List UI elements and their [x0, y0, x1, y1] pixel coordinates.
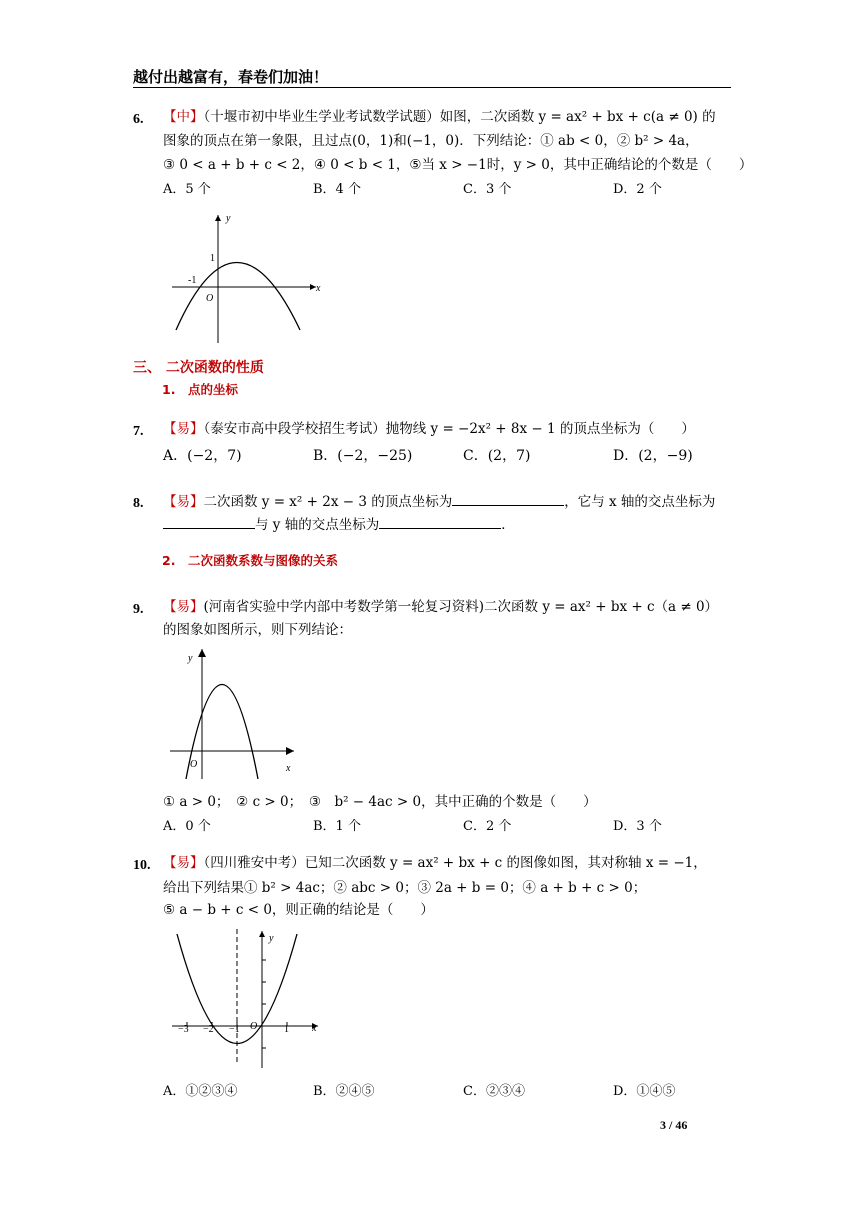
q9-line1: [163, 597, 718, 617]
q6-text-line2: 图象的顶点在第一象限，且过点(0，1)和(−1，0)．下列结论：① ab < 0，② b² > 4a，: [163, 133, 699, 149]
q6-option-a: A．5 个: [163, 182, 211, 197]
q8-difficulty-tag: 【易】: [163, 494, 204, 510]
q10-option-d: D．①④⑤: [613, 1084, 676, 1099]
q8-line2: [163, 514, 515, 535]
q7-difficulty-tag: 【易】: [163, 421, 204, 437]
q10-option-a: A．①②③④: [163, 1084, 238, 1099]
q9-option-a: A．0 个: [163, 819, 211, 834]
q10-tick-neg2: −2: [203, 1024, 214, 1035]
q10-option-c: C．②③④: [463, 1084, 525, 1099]
q6-option-d: D．2 个: [613, 182, 662, 197]
q7-option-a: A．(−2，7): [163, 448, 242, 464]
subsection-2-title: 2. 二次函数系数与图像的关系: [162, 553, 338, 568]
q10-line1: [163, 853, 707, 873]
q7-option-c: C．(2，7): [463, 448, 531, 464]
q9-x-label: x: [286, 763, 291, 774]
header-divider: [133, 87, 731, 88]
q6-line1: [163, 107, 716, 127]
q6-y-axis-arrow: [215, 215, 221, 221]
q8-blank-x-intercepts[interactable]: [163, 514, 255, 529]
q10-parabola-graph: [168, 925, 328, 1070]
q8-text-part3: 与 y 轴的交点坐标为: [255, 517, 380, 533]
q8-blank-y-intercept[interactable]: [379, 514, 501, 529]
q6-x-label: x: [316, 283, 321, 294]
q10-y-label: y: [269, 933, 274, 944]
q9-text-line1: (河南省实验中学内部中考数学第一轮复习资料)二次函数 y = ax² + bx + c（a ≠ 0）: [203, 599, 719, 615]
q6-text-line3: ③ 0 < a + b + c < 2，④ 0 < b < 1，⑤当 x > −1时，y > 0，其中正确结论的个数是（ ）: [163, 157, 753, 173]
q6-tick-neg1: -1: [188, 275, 197, 286]
q10-tick-neg3: −3: [178, 1024, 189, 1035]
section-title: 三、 二次函数的性质: [133, 360, 264, 376]
q9-x-axis-arrow: [286, 747, 294, 755]
q10-option-b: B．②④⑤: [313, 1084, 375, 1099]
page-header-title: 越付出越富有，春卷们加油！: [133, 68, 329, 86]
q6-parabola-curve: [176, 263, 300, 331]
q10-difficulty-tag: 【易】: [163, 855, 204, 871]
q6-text-line1: （十堰市初中毕业生学业考试数学试题）如图，二次函数 y = ax² + bx + c(a ≠ 0) 的: [203, 109, 716, 125]
q9-y-label: y: [188, 653, 193, 664]
q9-option-b: B．1 个: [313, 819, 361, 834]
q10-number: 10.: [133, 858, 151, 873]
q10-y-ticks: [262, 960, 266, 1048]
q9-number: 9.: [133, 602, 144, 617]
q9-y-axis-arrow: [198, 649, 206, 657]
q10-text-line3: ⑤ a − b + c < 0，则正确的结论是（ ）: [163, 902, 434, 918]
q10-text-line1: （四川雅安中考）已知二次函数 y = ax² + bx + c 的图像如图，其对称轴 x = −1，: [203, 855, 707, 871]
q10-y-axis-arrow: [259, 931, 265, 937]
q8-text-part2: ，它与 x 轴的交点坐标为: [564, 494, 716, 510]
q6-parabola-graph: [166, 205, 326, 345]
q7-line1: [163, 419, 695, 439]
q8-text-part4: ．: [501, 517, 515, 533]
q9-origin-label: O: [190, 759, 198, 770]
q9-text-line2: 的图象如图所示，则下列结论：: [163, 622, 352, 638]
q6-number: 6.: [133, 112, 144, 127]
q7-text-line1: （泰安市高中段学校招生考试）抛物线 y = −2x² + 8x − 1 的顶点坐标为（ ）: [203, 421, 695, 437]
q6-option-c: C．3 个: [463, 182, 512, 197]
q10-tick-neg1: −1: [229, 1024, 240, 1035]
page-number: 3 / 46: [660, 1118, 688, 1132]
q9-option-d: D．3 个: [613, 819, 662, 834]
q6-tick-1: 1: [210, 253, 215, 264]
q9-parabola-graph: [166, 645, 296, 780]
q7-number: 7.: [133, 424, 144, 439]
q7-option-d: D．(2，−9): [613, 448, 693, 464]
q8-line1: [163, 491, 715, 512]
q6-origin-label: O: [206, 293, 214, 304]
q6-difficulty-tag: 【中】: [163, 109, 204, 125]
q10-origin-label: O: [250, 1021, 258, 1032]
q7-option-b: B．(−2，−25): [313, 448, 413, 464]
q8-number: 8.: [133, 496, 144, 511]
subsection-1-title: 1. 点的坐标: [162, 382, 238, 397]
q10-x-label: x: [312, 1023, 317, 1034]
q6-y-label: y: [226, 213, 231, 224]
q8-blank-vertex[interactable]: [452, 491, 564, 506]
q10-tick-1: 1: [284, 1024, 289, 1035]
q9-text-line3: ① a > 0； ② c > 0； ③ b² − 4ac > 0，其中正确的个数是（ ）: [163, 794, 597, 810]
q8-text-part1: 二次函数 y = x² + 2x − 3 的顶点坐标为: [203, 494, 453, 510]
q10-text-line2: 给出下列结果① b² > 4ac；② abc > 0；③ 2a + b = 0；④ a + b + c > 0；: [163, 880, 647, 896]
q9-difficulty-tag: 【易】: [163, 599, 204, 615]
q6-option-b: B．4 个: [313, 182, 361, 197]
q9-option-c: C．2 个: [463, 819, 512, 834]
